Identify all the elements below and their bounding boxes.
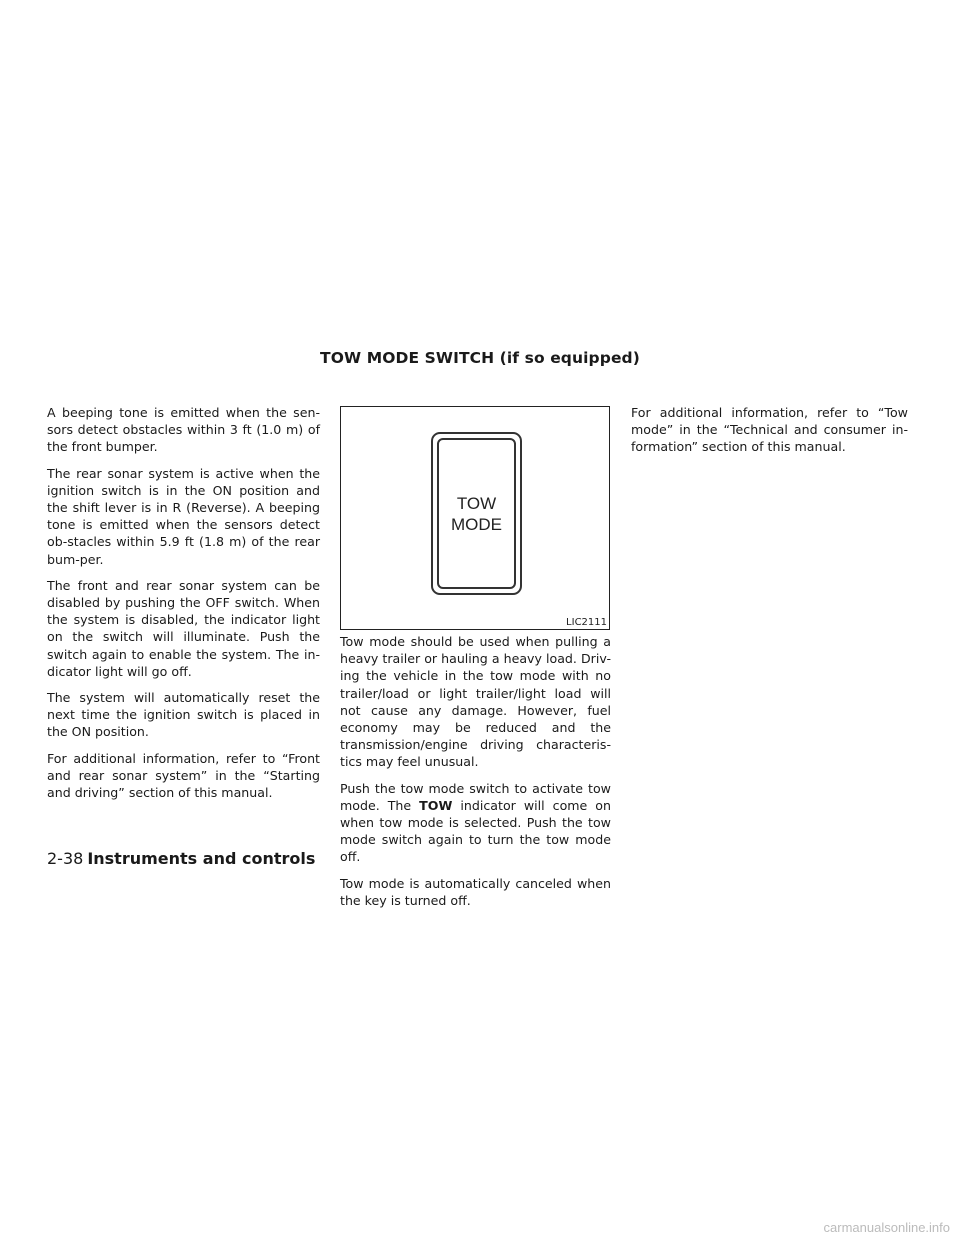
paragraph: For additional information, refer to “Tow mode” in the “Technical and consumer in-formation” section of this manual. [631,405,908,455]
paragraph: Tow mode should be used when pulling a heavy trailer or hauling a heavy load. Driv-ing the vehicle in the tow mode with no trailer/load or light trailer/light load will not cause any damage. However, fuel economy may be reduced and the transmission/engine driving characteris-tics may feel unusual. [340,634,611,770]
section-title: TOW MODE SWITCH (if so equipped) [320,349,640,367]
paragraph: Tow mode is automatically canceled when the key is turned off. [340,875,611,908]
paragraph-text: indicator will come on when tow mode is selected. Push the tow mode switch again to turn the tow mode off. [340,797,611,865]
paragraph: For additional information, refer to “Front and rear sonar system” in the “Starting and driving” section of this manual. [47,750,320,801]
paragraph: The front and rear sonar system can be disabled by pushing the OFF switch. When the system is disabled, the indicator light on the switch will illuminate. Push the switch again to enable the system. The in-dicator light will go off. [47,577,320,679]
paragraph-text: Push the tow mode switch to activate tow mode. The [340,780,611,813]
switch-label-line1: TOW [456,493,497,513]
tow-indicator-label: TOW [419,797,453,813]
watermark: carmanualsonline.info [823,1220,950,1235]
tow-mode-switch-figure [340,406,610,630]
page-number: 2-38 [47,849,84,868]
chapter-title: Instruments and controls [87,849,316,868]
paragraph: The rear sonar system is active when the ignition switch is in the ON position and the shift lever is in R (Reverse). A beeping tone is emitted when the sensors detect ob-stacles within 5.9 ft (1.8 m) of the rear bum-per. [47,465,320,567]
figure-code: LIC2111 [566,617,607,628]
right-column [631,404,908,465]
switch-face [437,438,516,589]
paragraph: A beeping tone is emitted when the sen-sors detect obstacles within 3 ft (1.0 m) of the front bumper. [47,405,320,455]
tow-mode-switch-illustration [431,432,522,595]
middle-column [340,633,611,918]
paragraph [340,780,611,866]
switch-label-line2: MODE [451,514,502,534]
paragraph: The system will automatically reset the next time the ignition switch is placed in the ON position. [47,690,320,740]
left-column [47,404,320,810]
page-footer [47,849,315,868]
